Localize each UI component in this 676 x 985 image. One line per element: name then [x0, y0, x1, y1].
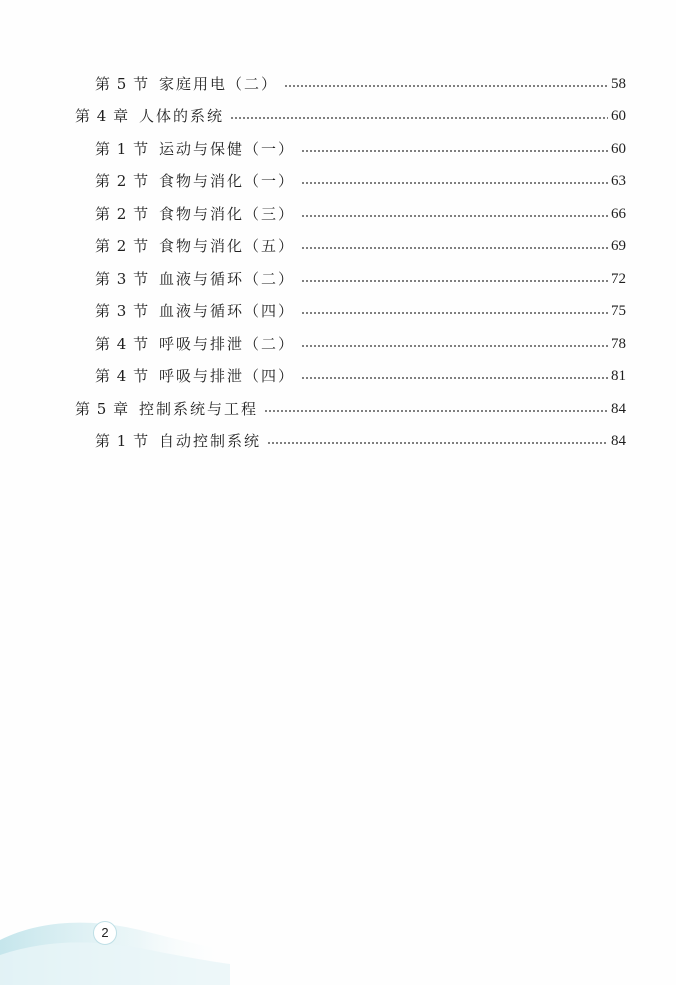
toc-page-number: 84	[611, 433, 626, 449]
footer-wave-decoration	[0, 900, 230, 985]
section-number: 第 1 节	[95, 140, 150, 158]
section-number: 第 3 节	[95, 270, 150, 288]
section-title: 血液与循环（四）	[159, 302, 296, 320]
dot-leader	[301, 182, 608, 184]
chapter-title: 人体的系统	[139, 107, 225, 125]
section-title: 自动控制系统	[159, 432, 262, 450]
toc-section-row[interactable]	[95, 427, 626, 455]
section-title: 血液与循环（二）	[159, 270, 296, 288]
toc-section-row[interactable]	[95, 70, 626, 98]
section-number: 第 1 节	[95, 432, 150, 450]
toc-section-row[interactable]	[95, 265, 626, 293]
toc-page-number: 84	[611, 401, 626, 417]
toc-page-number: 81	[611, 368, 626, 384]
dot-leader	[301, 215, 608, 217]
section-number: 第 5 节	[95, 75, 150, 93]
toc-page-number: 69	[611, 238, 626, 254]
toc-section-row[interactable]	[95, 362, 626, 390]
dot-leader	[301, 345, 608, 347]
page-number: 2	[93, 921, 117, 945]
section-number: 第 2 节	[95, 205, 150, 223]
dot-leader	[230, 117, 608, 119]
section-title: 食物与消化（三）	[159, 205, 296, 223]
toc-page-number: 72	[611, 271, 626, 287]
toc-page-number: 60	[611, 108, 626, 124]
dot-leader	[301, 377, 608, 379]
toc-section-row[interactable]	[95, 330, 626, 358]
section-title: 运动与保健（一）	[159, 140, 296, 158]
section-title: 呼吸与排泄（二）	[159, 335, 296, 353]
dot-leader	[301, 312, 608, 314]
section-number: 第 4 节	[95, 367, 150, 385]
chapter-number: 第 4 章	[75, 107, 130, 125]
section-title: 食物与消化（一）	[159, 172, 296, 190]
dot-leader	[264, 410, 608, 412]
toc-page-number: 66	[611, 206, 626, 222]
dot-leader	[301, 150, 608, 152]
section-number: 第 4 节	[95, 335, 150, 353]
toc-page-number: 63	[611, 173, 626, 189]
toc-page-number: 78	[611, 336, 626, 352]
toc-chapter-row[interactable]	[75, 395, 626, 423]
toc-section-row[interactable]	[95, 297, 626, 325]
section-title: 呼吸与排泄（四）	[159, 367, 296, 385]
chapter-title: 控制系统与工程	[139, 400, 259, 418]
section-number: 第 3 节	[95, 302, 150, 320]
dot-leader	[284, 85, 608, 87]
toc-chapter-row[interactable]	[75, 102, 626, 130]
section-number: 第 2 节	[95, 172, 150, 190]
toc-page-number: 75	[611, 303, 626, 319]
section-number: 第 2 节	[95, 237, 150, 255]
chapter-number: 第 5 章	[75, 400, 130, 418]
dot-leader	[301, 280, 608, 282]
toc-page-number: 58	[611, 76, 626, 92]
section-title: 食物与消化（五）	[159, 237, 296, 255]
toc-page-number: 60	[611, 141, 626, 157]
dot-leader	[267, 442, 608, 444]
toc-section-row[interactable]	[95, 232, 626, 260]
section-title: 家庭用电（二）	[159, 75, 279, 93]
dot-leader	[301, 247, 608, 249]
toc-section-row[interactable]	[95, 200, 626, 228]
toc-section-row[interactable]	[95, 167, 626, 195]
toc-section-row[interactable]	[95, 135, 626, 163]
